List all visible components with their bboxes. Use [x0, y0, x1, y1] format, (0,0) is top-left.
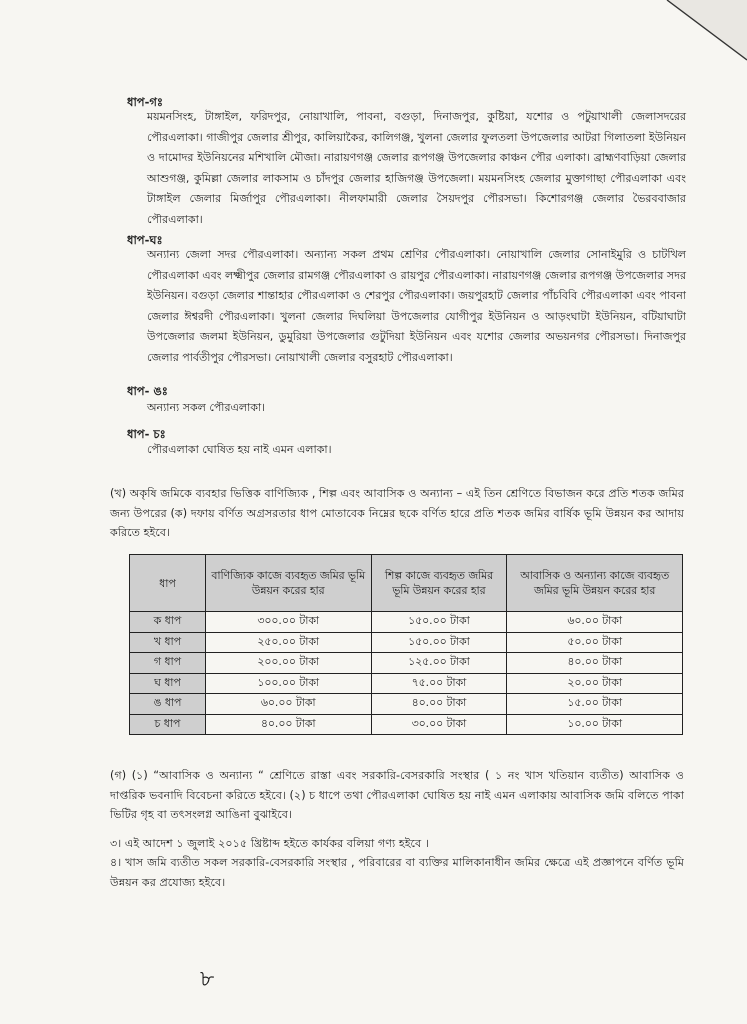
step-ga-heading: ধাপ-গঃ	[127, 95, 164, 109]
row-step: চ ধাপ	[130, 714, 206, 735]
residential-rate: ১৫.০০ টাকা	[507, 694, 683, 715]
commercial-rate: ৩০০.০০ টাকা	[205, 612, 371, 633]
industrial-rate: ৪০.০০ টাকা	[371, 694, 507, 715]
row-step: ঙ ধাপ	[130, 694, 206, 715]
commercial-rate: ১০০.০০ টাকা	[205, 673, 371, 694]
step-cha-text: পৌরএলাকা ঘোষিত হয় নাই এমন এলাকা।	[147, 443, 332, 456]
header-step: ধাপ	[130, 555, 206, 612]
industrial-rate: ৭৫.০০ টাকা	[371, 673, 507, 694]
table-row	[130, 653, 683, 674]
row-step: গ ধাপ	[130, 653, 206, 674]
step-nga-text: অন্যান্য সকল পৌরএলাকা।	[147, 401, 266, 414]
table-row	[130, 632, 683, 653]
industrial-rate: ১২৫.০০ টাকা	[371, 653, 507, 674]
industrial-rate: ১৫০.০০ টাকা	[371, 612, 507, 633]
para-3: ৩। এই আদেশ ১ জুলাই ২০১৫ খ্রিষ্টাব্দ হইতে কার্যকর বলিয়া গণ্য হইবে ।	[110, 837, 429, 850]
residential-rate: ৪০.০০ টাকা	[507, 653, 683, 674]
residential-rate: ৫০.০০ টাকা	[507, 632, 683, 653]
table-row	[130, 673, 683, 694]
table-row	[130, 694, 683, 715]
step-cha-heading: ধাপ- চঃ	[127, 427, 166, 441]
residential-rate: ২০.০০ টাকা	[507, 673, 683, 694]
step-nga-heading: ধাপ- ঙঃ	[127, 384, 168, 398]
tax-rate-table	[129, 554, 683, 735]
commercial-rate: ২০০.০০ টাকা	[205, 653, 371, 674]
para-4: ৪। খাস জমি ব্যতীত সকল সরকারি-বেসরকারি সংস্থার , পরিবারের বা ব্যক্তির মালিকানাধীন জমির ক্ষেত্রে এই প্রজ্ঞাপনে বর্ণিত ভূমি উন্নয়ন কর প্রযোজ্য হইবে।	[110, 856, 684, 889]
page-number-mark: ৮	[200, 967, 215, 992]
row-step: খ ধাপ	[130, 632, 206, 653]
header-residential: আবাসিক ও অন্যান্য কাজে ব্যবহৃত জমির ভূমি উন্নয়ন করের হার	[507, 555, 683, 612]
step-ga-text: ময়মনসিংহ, টাঙ্গাইল, ফরিদপুর, নোয়াখালি, পাবনা, বগুড়া, দিনাজপুর, কুষ্টিয়া, যশোর ও পটুয়াখালী জেলাসদরের পৌরএলাকা। গাজীপুর জেলার শ্রীপুর, কালিয়াকৈর, কালিগঞ্জ, খুলনা জেলার ফুলতলা উপজেলার আটরা গিলাতলা ইউনিয়ন ও দামোদর ইউনিয়নের মশিখালি মৌজা। নারায়ণগঞ্জ জেলার রূপগঞ্জ উপজেলার কাঞ্চন পৌর এলাকা। ব্রাহ্মণবাড়িয়া জেলার আশুগঞ্জ, কুমিল্লা জেলার লাকসাম ও চাঁদপুর জেলার হাজিগঞ্জ উপজেলা। ময়মনসিংহ জেলার মুক্তাগাছা পৌরএলাকা এবং টাঙ্গাইল জেলার মির্জাপুর পৌরএলাকা। নীলফামারী জেলার সৈয়দপুর পৌরসভা। কিশোরগঞ্জ জেলার ভৈরববাজার পৌরএলাকা।	[147, 110, 686, 226]
commercial-rate: ২৫০.০০ টাকা	[205, 632, 371, 653]
industrial-rate: ১৫০.০০ টাকা	[371, 632, 507, 653]
table-row	[130, 612, 683, 633]
table-row	[130, 714, 683, 735]
header-industrial: শিল্প কাজে ব্যবহৃত জমির ভূমি উন্নয়ন করের হার	[371, 555, 507, 612]
commercial-rate: ৬০.০০ টাকা	[205, 694, 371, 715]
table-header-row	[130, 555, 683, 612]
para-ga: (গ) (১) “আবাসিক ও অন্যান্য “ শ্রেণিতে রাস্তা এবং সরকারি-বেসরকারি সংস্থার ( ১ নং খাস খতিয়ান ব্যতীত) আবাসিক ও দাপ্তরিক ভবনাদি বিবেচনা করিতে হইবে। (২) চ ধাপে তথা পৌরএলাকা ঘোষিত হয় নাই এমন এলাকায় আবাসিক জমি বলিতে পাকা ভিটির গৃহ বা তৎসংলগ্ন আঙিনা বুঝাইবে।	[110, 769, 684, 821]
folded-corner	[627, 0, 747, 70]
industrial-rate: ৩০.০০ টাকা	[371, 714, 507, 735]
row-step: ক ধাপ	[130, 612, 206, 633]
para-kha: (খ) অকৃষি জমিকে ব্যবহার ভিত্তিক বাণিজ্যিক , শিল্প এবং আবাসিক ও অন্যান্য – এই তিন শ্রেণিতে বিভাজন করে প্রতি শতক জমির জন্য উপরের (ক) দফায় বর্ণিত অগ্রসরতার ধাপ মোতাবেক নিম্নের ছকে বর্ণিত হারে প্রতি শতক জমির বার্ষিক ভূমি উন্নয়ন কর আদায় করিতে হইবে।	[110, 487, 684, 539]
commercial-rate: ৪০.০০ টাকা	[205, 714, 371, 735]
step-gha-text: অন্যান্য জেলা সদর পৌরএলাকা। অন্যান্য সকল প্রথম শ্রেণির পৌরএলাকা। নোয়াখালি জেলার সোনাইমুরি ও চাটখিল পৌরএলাকা এবং লক্ষ্মীপুর জেলার রামগঞ্জ পৌরএলাকা ও রায়পুর পৌরএলাকা। নারায়ণগঞ্জ জেলার রূপগঞ্জ উপজেলার সদর ইউনিয়ন। বগুড়া জেলার শান্তাহার পৌরএলাকা ও শেরপুর পৌরএলাকা। জয়পুরহাট জেলার পাঁচবিবি পৌরএলাকা এবং পাবনা জেলার ঈশ্বরদী পৌরএলাকা। খুলনা জেলার দিঘলিয়া উপজেলার যোগীপুর ইউনিয়ন ও আড়ংঘাটা ইউনিয়ন, বটিয়াঘাটা উপজেলার জলমা ইউনিয়ন, ডুমুরিয়া উপজেলার গুটুদিয়া ইউনিয়ন এবং যশোর জেলার অভয়নগর পৌরসভা। দিনাজপুর জেলার পার্বতীপুর পৌরসভা। নোয়াখালী জেলার বসুরহাট পৌরএলাকা।	[147, 248, 686, 364]
row-step: ঘ ধাপ	[130, 673, 206, 694]
residential-rate: ১০.০০ টাকা	[507, 714, 683, 735]
header-commercial: বাণিজ্যিক কাজে ব্যবহৃত জমির ভূমি উন্নয়ন করের হার	[205, 555, 371, 612]
step-gha-heading: ধাপ-ঘঃ	[127, 233, 163, 247]
residential-rate: ৬০.০০ টাকা	[507, 612, 683, 633]
